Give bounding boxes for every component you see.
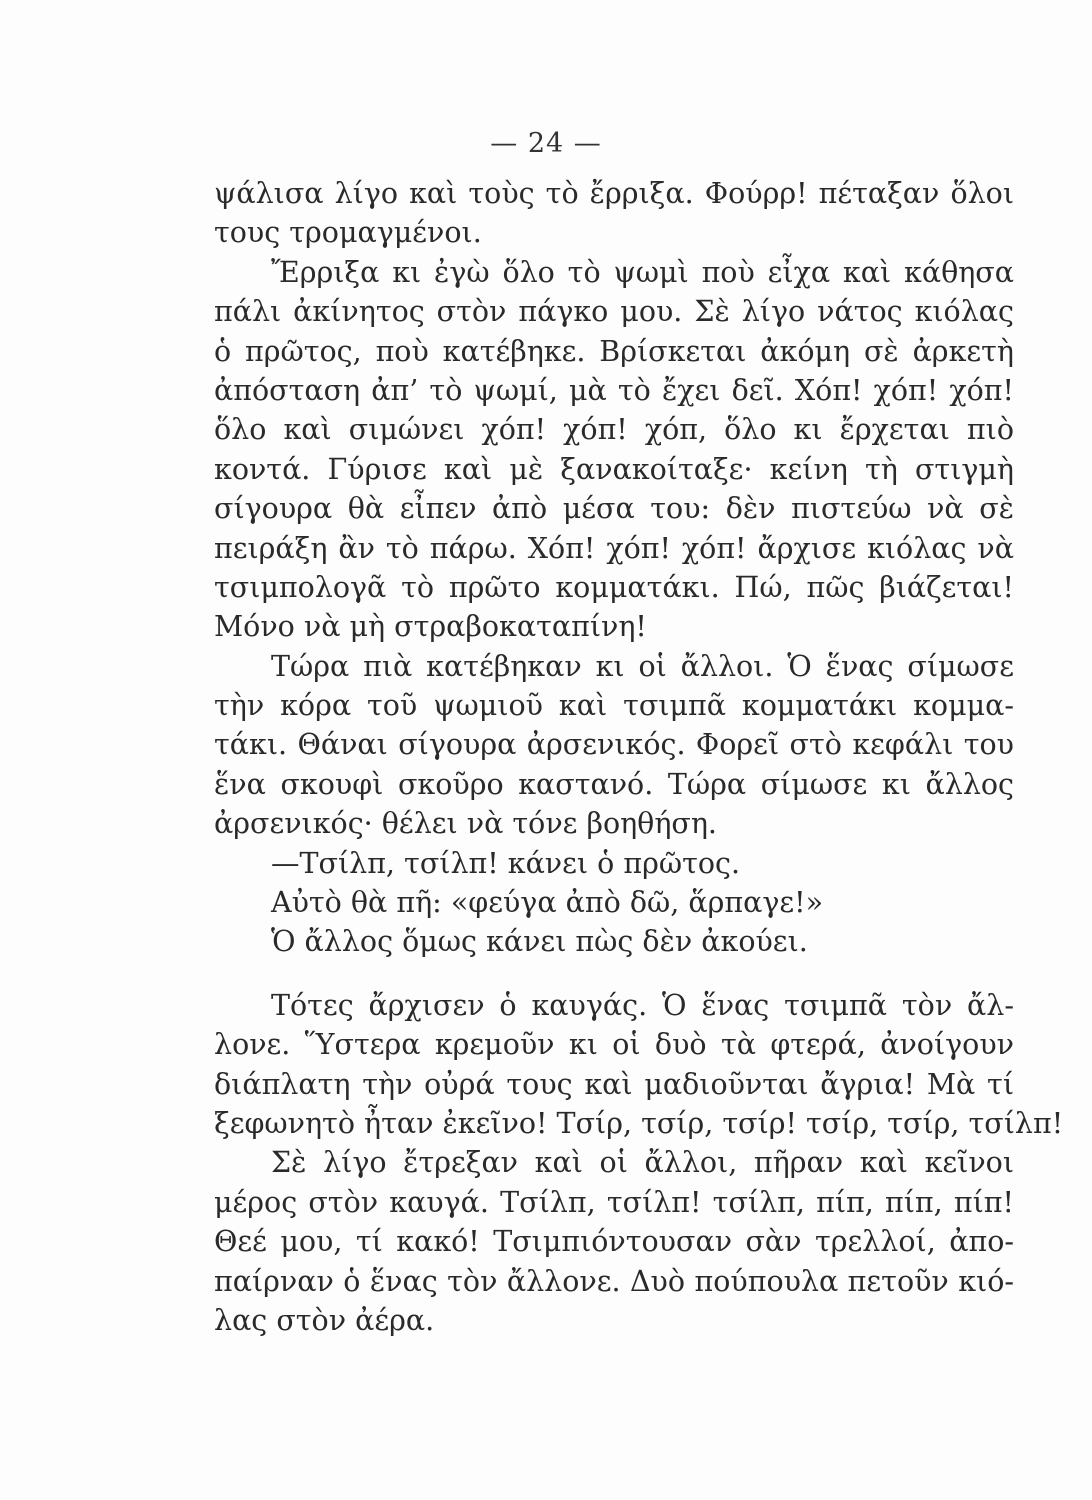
text-line: ψάλισα λίγο καὶ τοὺς τὸ ἔρριξα. Φούρρ! πέταξαν ὅλοι (214, 177, 1014, 210)
paragraph (214, 986, 1064, 1144)
paragraph (214, 1143, 1014, 1340)
text-line: ὁ πρῶτος, ποὺ κατέβηκε. Βρίσκεται ἀκόμη σὲ ἀρκετὴ (214, 334, 1014, 368)
paragraph (214, 174, 1014, 253)
text-line: σίγουρα θὰ εἶπεν ἀπὸ μέσα του: δὲν πιστεύω νὰ σὲ (214, 492, 1014, 526)
text-line: τους τρομαγμένοι. (214, 216, 482, 250)
text-line: Μόνο νὰ μὴ στραβοκαταπίνη! (214, 610, 647, 644)
text-line: ξεφωνητὸ ἦταν ἐκεῖνο! Τσίρ, τσίρ, τσίρ! τσίρ, τσίρ, τσίλπ! (214, 1106, 1064, 1140)
text-line: πειράξη ἂν τὸ πάρω. Χόπ! χόπ! χόπ! ἄρχισε κιόλας νὰ (214, 531, 1014, 565)
text-line: Τότες ἄρχισεν ὁ καυγάς. Ὁ ἕνας τσιμπᾶ τὸν ἄλ- (271, 988, 1014, 1022)
text-line: ἀρσενικός· θέλει νὰ τόνε βοηθήση. (214, 807, 717, 841)
text-line: ἀπόσταση ἀπ’ τὸ ψωμί, μὰ τὸ ἔχει δεῖ. Χόπ! χόπ! χόπ! (214, 373, 1014, 407)
text-line: διάπλατη τὴν οὐρά τους καὶ μαδιοῦνται ἄγρια! Μὰ τί (214, 1067, 1014, 1101)
paragraph (214, 883, 1014, 922)
text-line: τάκι. Θάναι σίγουρα ἀρσενικός. Φορεῖ στὸ κεφάλι του (214, 728, 1014, 762)
paragraph (214, 844, 1014, 883)
text-line: Ἔρριξα κι ἐγὼ ὅλο τὸ ψωμὶ ποὺ εἶχα καὶ κάθησα (271, 255, 1014, 289)
paragraph (214, 922, 1014, 961)
text-line: Αὐτὸ θὰ πῆ: «φεύγα ἀπὸ δῶ, ἅρπαγε!» (271, 886, 824, 920)
text-line: —Τσίλπ, τσίλπ! κάνει ὁ πρῶτος. (271, 846, 741, 880)
text-line: τὴν κόρα τοῦ ψωμιοῦ καὶ τσιμπᾶ κομματάκι κομμα- (214, 689, 1014, 723)
text-line: λας στὸν ἀέρα. (214, 1303, 435, 1337)
paragraph (214, 647, 1014, 844)
text-line: Σὲ λίγο ἔτρεξαν καὶ οἱ ἄλλοι, πῆραν καὶ κεῖνοι (271, 1146, 1014, 1180)
text-line: Τώρα πιὰ κατέβηκαν κι οἱ ἄλλοι. Ὁ ἕνας σίμωσε (271, 649, 1014, 683)
text-line: ὅλο καὶ σιμώνει χόπ! χόπ! χόπ, ὅλο κι ἔρχεται πιὸ (214, 413, 1014, 447)
text-line: πάλι ἀκίνητος στὸν πάγκο μου. Σὲ λίγο νάτος κιόλας (214, 295, 1014, 329)
paragraph (214, 253, 1014, 647)
page-number: — 24 — (490, 128, 602, 159)
text-line: Θεέ μου, τί κακό! Τσιμπιόντουσαν σὰν τρελλοί, ἀπο- (214, 1225, 1014, 1259)
text-line: παίρναν ὁ ἕνας τὸν ἄλλονε. Δυὸ πούπουλα πετοῦν κιό- (214, 1264, 1014, 1298)
text-line: λονε. Ὕστερα κρεμοῦν κι οἱ δυὸ τὰ φτερά, ἀνοίγουν (214, 1028, 1014, 1062)
text-line: τσιμπολογᾶ τὸ πρῶτο κομματάκι. Πώ, πῶς βιάζεται! (214, 570, 1014, 604)
body-text (214, 174, 1064, 1340)
text-line: μέρος στὸν καυγά. Τσίλπ, τσίλπ! τσίλπ, πίπ, πίπ, πίπ! (214, 1185, 1014, 1219)
text-line: ἕνα σκουφὶ σκοῦρο καστανό. Τώρα σίμωσε κι ἄλλος (214, 767, 1014, 801)
text-line: κοντά. Γύρισε καὶ μὲ ξανακοίταξε· κείνη τὴ στιγμὴ (214, 452, 1014, 486)
text-line: Ὁ ἄλλος ὅμως κάνει πὼς δὲν ἀκούει. (271, 925, 808, 959)
